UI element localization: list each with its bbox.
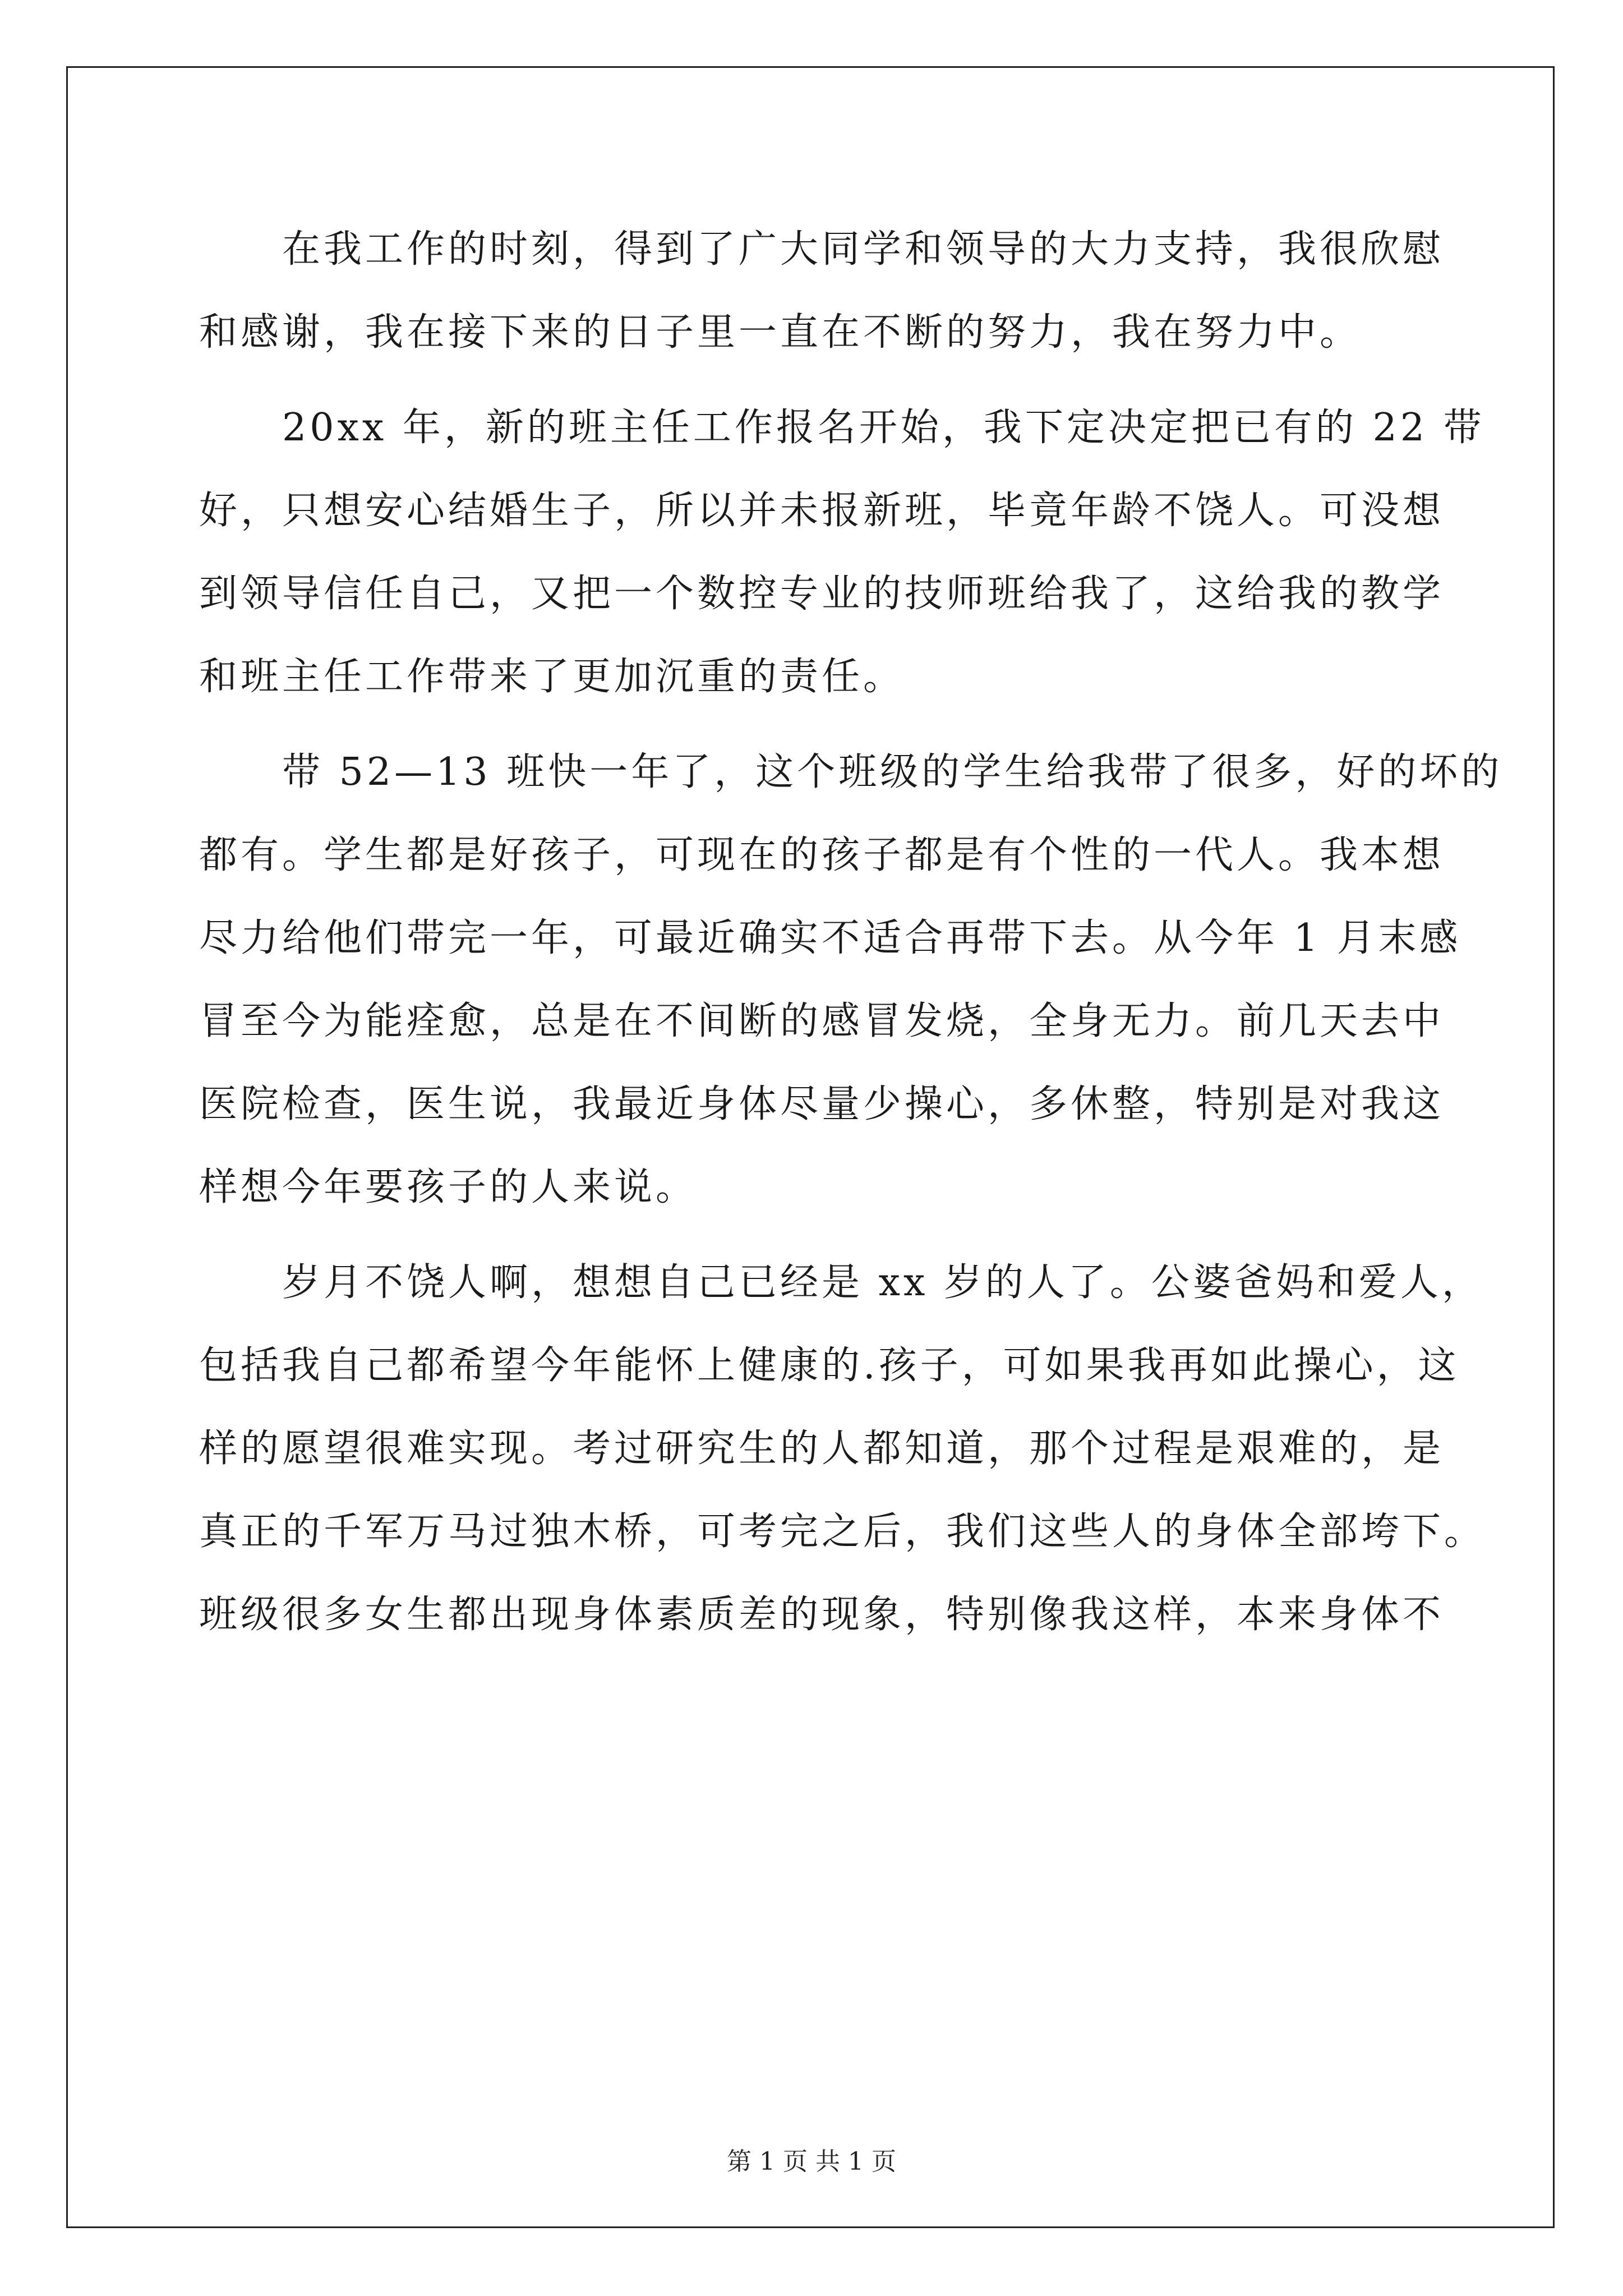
text-line: 好，只想安心结婚生子，所以并未报新班，毕竟年龄不饶人。可没想 <box>199 489 1445 533</box>
text-line: 冒至今为能痊愈，总是在不间断的感冒发烧，全身无力。前几天去中 <box>199 999 1445 1043</box>
text-line: 岁月不饶人啊，想想自己已经是 xx 岁的人了。公婆爸妈和爱人， <box>282 1260 1483 1305</box>
text-line: 真正的千军万马过独木桥，可考完之后，我们这些人的身体全部垮下。 <box>199 1510 1486 1554</box>
document-body <box>199 208 1503 1657</box>
text-line: 样的愿望很难实现。考过研究生的人都知道，那个过程是艰难的，是 <box>199 1427 1445 1471</box>
text-line: 班级很多女生都出现身体素质差的现象，特别像我这样，本来身体不 <box>199 1593 1445 1637</box>
text-line: 和班主任工作带来了更加沉重的责任。 <box>199 655 905 699</box>
text-line: 包括我自己都希望今年能怀上健康的.孩子，可如果我再如此操心，这 <box>199 1343 1460 1388</box>
text-line: 都有。学生都是好孩子，可现在的孩子都是有个性的一代人。我本想 <box>199 833 1445 877</box>
text-line: 和感谢，我在接下来的日子里一直在不断的努力，我在努力中。 <box>199 310 1362 355</box>
text-line: 医院检查，医生说，我最近身体尽量少操心，多休整，特别是对我这 <box>199 1082 1445 1126</box>
text-line: 在我工作的时刻，得到了广大同学和领导的大力支持，我很欣慰 <box>282 227 1445 272</box>
text-line: 带 52—13 班快一年了，这个班级的学生给我带了很多，好的坏的 <box>282 750 1503 794</box>
text-line: 到领导信任自己，又把一个数控专业的技师班给我了，这给我的教学 <box>199 572 1445 616</box>
page-footer: 第 1 页 共 1 页 <box>727 2147 896 2176</box>
text-line: 样想今年要孩子的人来说。 <box>199 1165 698 1209</box>
text-line: 20xx 年，新的班主任工作报名开始，我下定决定把已有的 22 带 <box>282 406 1485 450</box>
text-line: 尽力给他们带完一年，可最近确实不适合再带下去。从今年 1 月末感 <box>199 916 1461 960</box>
